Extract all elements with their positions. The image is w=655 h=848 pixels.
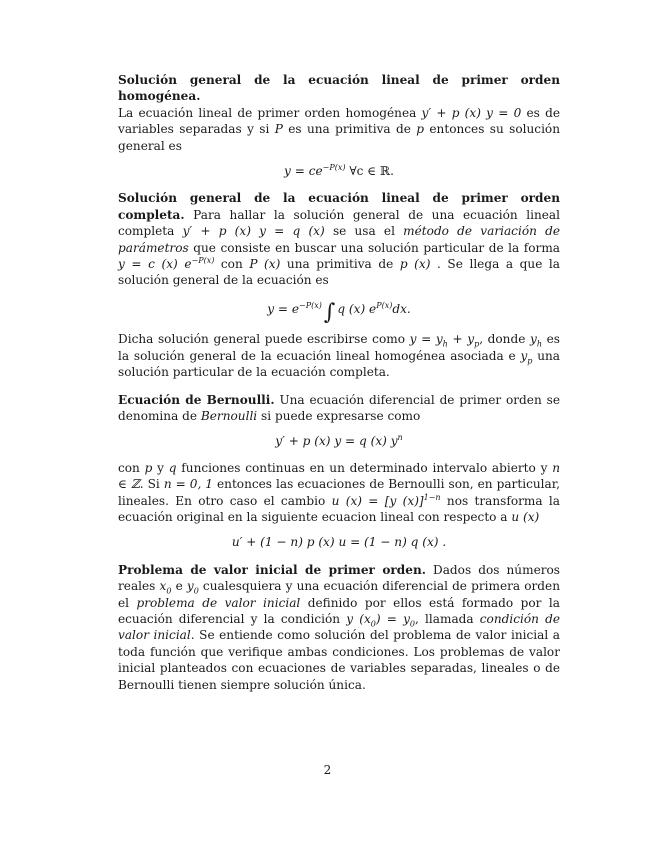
page-number: 2: [323, 763, 332, 777]
math-P: P: [274, 122, 283, 137]
equation-part: ∀c ∈ ℝ.: [345, 164, 394, 179]
text: , donde: [479, 332, 531, 347]
text: con: [214, 257, 250, 272]
equation-exponent: P(x): [376, 300, 393, 310]
display-equation-completa: [118, 299, 560, 325]
paragraph-completa: [118, 190, 560, 288]
paragraph-homogenea: [118, 72, 560, 154]
inline-equation: y = y: [409, 332, 443, 347]
heading-completa: Solución general de la ecuación lineal de primer orden completa.: [118, 191, 560, 222]
section-bernoulli: [118, 392, 560, 551]
math-p: p: [416, 122, 425, 137]
text: nos transforma la ecuación original en la siguiente ecuacion lineal con respecto a: [118, 493, 560, 524]
inline-equation: y′ + p (x) y = 0: [421, 105, 522, 120]
equation-exponent: −P(x): [322, 163, 346, 172]
term-bernoulli: Bernoulli: [200, 408, 258, 423]
subscript: 0: [370, 619, 376, 629]
inline-equation: y′ + p (x) y = q (x): [182, 224, 325, 239]
paragraph-bernoulli-2: [118, 460, 560, 526]
section-homogenea: [118, 72, 560, 179]
section-completa: [118, 190, 560, 380]
paragraph-dicha: [118, 331, 560, 380]
paragraph-bernoulli: [118, 392, 560, 425]
subscript: 0: [166, 586, 172, 596]
text: con: [118, 460, 145, 475]
equation-exponent: −P(x): [299, 300, 322, 310]
display-equation-bernoulli: [118, 433, 560, 449]
text: Para hallar la solución general de una ecuación lineal completa: [118, 207, 560, 239]
text: cualesquiera y una ecuación diferencial de primera orden el: [118, 579, 560, 610]
text: y: [152, 460, 169, 475]
subscript: h: [536, 339, 543, 349]
text: definido por ellos está formado por la ecuación diferencial y la condición: [118, 595, 560, 626]
inline-equation: n ∈ ℤ: [118, 460, 561, 492]
text: Dicha solución general puede escribirse como: [118, 332, 410, 347]
text: entonces las ecuaciones de Bernoulli son, en particular, lineales. En otro caso el cambio: [118, 477, 560, 508]
subscript: p: [527, 356, 533, 366]
text: una solución particular de la ecuación completa.: [118, 348, 560, 380]
inline-equation: y (x: [346, 611, 371, 626]
math-q: q: [168, 460, 177, 475]
term-metodo: método de variación de parámetros: [118, 224, 561, 255]
equation-part: y = ce: [284, 164, 323, 179]
inline-equation: + y: [447, 332, 475, 347]
text: que consiste en buscar una solución particular de la forma: [188, 240, 560, 255]
subscript: 0: [409, 619, 416, 629]
inline-equation: y = c (x) e: [118, 257, 192, 272]
text: Dados dos números reales: [118, 562, 560, 594]
heading-homogenea: Solución general de la ecuación lineal de primer orden homogénea.: [118, 73, 560, 104]
equation-part: q (x) e: [337, 301, 377, 316]
equation-exponent: n: [397, 433, 403, 443]
text: es de variables separadas y si: [118, 105, 560, 137]
math-x: x: [159, 579, 167, 594]
text: es una primitiva de: [282, 122, 417, 137]
text: . Se llega a que la solución general de la ecuación es: [118, 257, 561, 288]
math-y: y: [530, 332, 537, 347]
text: Una ecuación diferencial de primer orden se denomina de: [118, 392, 560, 423]
page-content: [118, 72, 560, 693]
text: funciones continuas en un determinado intervalo abierto y: [176, 460, 553, 475]
inline-equation: ) = y: [375, 611, 410, 626]
subscript: h: [442, 339, 448, 349]
math-y: y: [186, 579, 194, 594]
heading-pvi: Problema de valor inicial de primer orden.: [118, 562, 426, 577]
text: , llamada: [415, 611, 480, 626]
display-equation-bernoulli-lineal: [118, 534, 560, 550]
text: entonces su solución general es: [118, 122, 561, 153]
subscript: 0: [193, 586, 199, 596]
equation-part: y = e: [267, 301, 300, 316]
math-ux: u (x): [511, 509, 540, 524]
equation-part: dx.: [392, 301, 411, 316]
text: La ecuación lineal de primer orden homogénea: [118, 105, 422, 120]
term-condicion: condición de valor inicial: [118, 611, 561, 643]
paragraph-pvi: [118, 562, 560, 693]
text: e: [171, 579, 187, 594]
equation-part: u′ + (1 − n) p (x) u = (1 − n) q (x) .: [231, 535, 447, 550]
term-problema: problema de valor inicial: [136, 595, 301, 610]
text: una primitiva de: [280, 257, 400, 272]
text: . Se entiende como solución del problema de valor inicial a toda función que verifique ambas condiciones. Los problemas de valor inicial planteados con ecuaciones de variables separadas, lineales o de Bernoulli tienen siempre solución única.: [118, 628, 560, 692]
subscript: p: [474, 339, 480, 349]
math-p: p: [144, 460, 153, 475]
exponent: −P(x): [191, 256, 215, 266]
text: es la solución general de la ecuación lineal homogénea asociada e: [118, 332, 561, 363]
exponent: 1−n: [423, 492, 441, 502]
text: . Si: [139, 477, 164, 492]
heading-bernoulli: Ecuación de Bernoulli.: [118, 392, 275, 407]
inline-equation: u (x) = [y (x)]: [331, 493, 424, 508]
math-px: p (x): [399, 257, 431, 272]
text: se usa el: [324, 224, 404, 239]
section-pvi: [118, 562, 560, 693]
math-Px: P (x): [249, 257, 281, 272]
integral-sign: ∫: [323, 299, 336, 325]
text: si puede expresarse como: [257, 408, 421, 423]
inline-equation: n = 0, 1: [163, 477, 213, 492]
display-equation-homogenea: [118, 163, 560, 179]
equation-part: y′ + p (x) y = q (x) y: [275, 434, 398, 449]
math-y: y: [520, 348, 528, 363]
